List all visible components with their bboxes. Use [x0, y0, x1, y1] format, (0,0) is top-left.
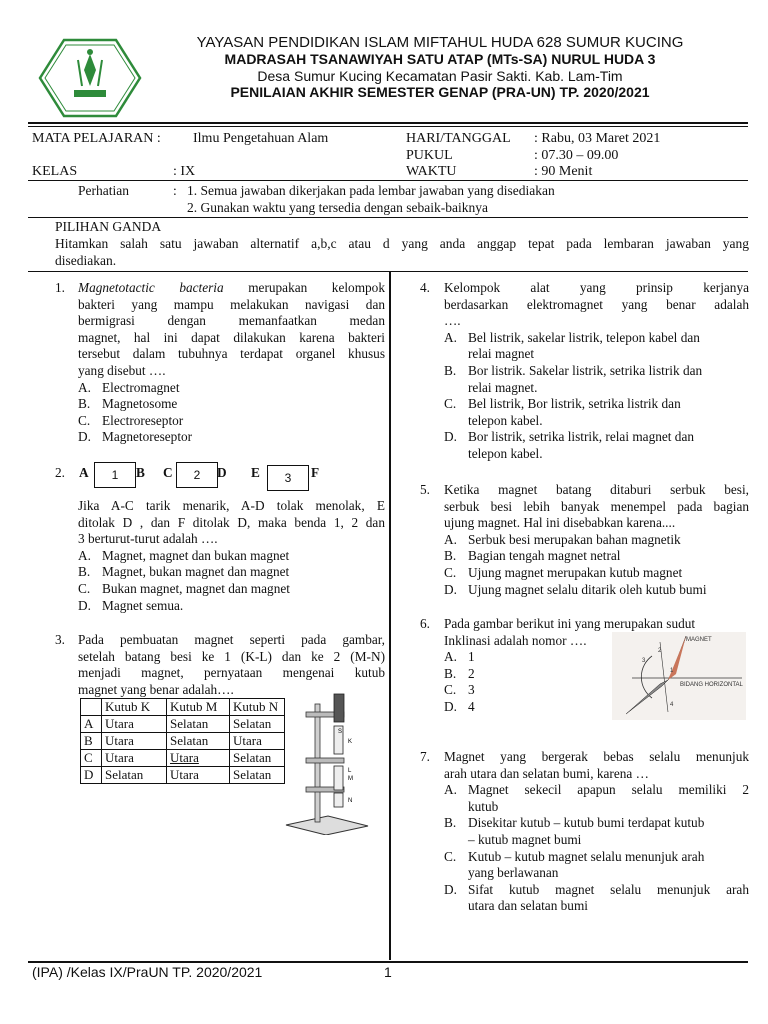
- table-header-cell: Kutub K: [102, 699, 167, 716]
- school-address: Desa Sumur Kucing Kecamatan Pasir Sakti. Kab. Lam-Tim: [257, 68, 623, 84]
- option-a[interactable]: A. 1: [444, 649, 475, 665]
- option-c[interactable]: C. Electroreseptor: [78, 412, 184, 428]
- question-number: 5.: [420, 482, 430, 497]
- option-c[interactable]: C. Ujung magnet merupakan kutub magnet: [444, 564, 683, 580]
- option-d[interactable]: D. 4: [444, 698, 475, 714]
- table-header-cell: Kutub M: [167, 699, 230, 716]
- question-number: 1.: [55, 280, 65, 295]
- table-row[interactable]: A Utara Selatan Selatan: [81, 716, 285, 733]
- question-text-line: 3 berturut-turut adalah ….: [78, 531, 218, 547]
- option-a[interactable]: A. Serbuk besi merupakan bahan magnetik: [444, 531, 681, 547]
- day-date-label: HARI/TANGGAL: [406, 131, 511, 146]
- column-divider: [389, 272, 391, 960]
- question-number: 7.: [420, 749, 430, 764]
- question-text-line: bakteri yang mampu melakukan navigasi dan: [78, 296, 385, 312]
- section-title: PILIHAN GANDA: [55, 219, 162, 234]
- question-text-line: Jika A-C tarik menarik, A-D tolak menolak, E: [78, 498, 385, 513]
- question-text-line: magnet, hal ini dapat dilakukan karena bakteri: [78, 329, 385, 345]
- question-number: 3.: [55, 632, 65, 647]
- foundation-name: YAYASAN PENDIDIKAN ISLAM MIFTAHUL HUDA 628 SUMUR KUCING: [196, 34, 684, 51]
- duration-value: : 90 Menit: [534, 164, 593, 179]
- class-label: KELAS: [32, 164, 78, 179]
- table-header-cell: Kutub N: [230, 699, 285, 716]
- figure-label-k: K: [348, 739, 353, 745]
- question-text-line: arah utara dan selatan bumi, karena …: [444, 765, 649, 781]
- question-text-line: tersebut dalam tubuhnya terdapat organel khusus: [78, 346, 385, 362]
- option-b[interactable]: B. Disekitar kutub – kutub bumi terdapat kutub – kutub magnet bumi: [444, 815, 705, 847]
- option-c[interactable]: C. Bukan magnet, magnet dan magnet: [78, 580, 290, 596]
- figure-label-m: M: [348, 776, 353, 782]
- footer-rule: [28, 961, 748, 963]
- magnet-label: MAGNET: [686, 637, 712, 643]
- option-d[interactable]: D. Ujung magnet selalu ditarik oleh kutub bumi: [444, 581, 707, 597]
- question-text-line: Ketika magnet batang ditaburi serbuk besi,: [444, 482, 749, 497]
- page-number: 1: [384, 964, 392, 980]
- question-text-line: magnet yang benar adalah….: [78, 681, 234, 697]
- horizontal-plane-label: BIDANG HORIZONTAL: [680, 682, 743, 688]
- object-box-3: 3: [267, 465, 309, 491]
- figure-label-s: S: [338, 729, 343, 735]
- option-a[interactable]: A. Magnet, magnet dan bukan magnet: [78, 547, 290, 563]
- question-text-line: berdasarkan elektromagnet yang benar adalah: [444, 296, 749, 312]
- object-box-2: 2: [176, 462, 218, 488]
- class-value: : IX: [173, 164, 196, 179]
- figure-label-l: L: [348, 768, 352, 774]
- option-d[interactable]: D. Magnet semua.: [78, 597, 184, 613]
- figure-label-n: N: [348, 798, 353, 804]
- time-label: PUKUL: [406, 148, 453, 163]
- italic-term: Magnetotactic bacteria: [78, 280, 224, 295]
- table-row[interactable]: D Selatan Utara Selatan: [81, 767, 285, 784]
- question-text-line: bermigrasi dengan memanfaatkan medan: [78, 313, 385, 329]
- info-rule: [28, 180, 748, 181]
- label-a: A: [79, 465, 89, 480]
- question-text-line: Pada pembuatan magnet seperti pada gambar,: [78, 632, 385, 647]
- figure-num-4: 4: [670, 702, 674, 708]
- label-e: E: [251, 465, 260, 480]
- attention-note-1: 1. Semua jawaban dikerjakan pada lembar jawaban yang disediakan: [187, 183, 555, 198]
- table-header-row: [81, 699, 285, 716]
- option-d[interactable]: D. Bor listrik, setrika listrik, relai magnet dan telepon kabel.: [444, 429, 694, 461]
- question-number: 6.: [420, 616, 430, 631]
- option-b[interactable]: B. Bagian tengah magnet netral: [444, 548, 621, 564]
- attention-colon: :: [173, 183, 177, 198]
- subject-value: Ilmu Pengetahuan Alam: [193, 131, 329, 146]
- logo-emblem: [38, 38, 142, 118]
- label-c: C: [163, 465, 173, 480]
- question-text-line: Pada gambar berikut ini yang merupakan sudut: [444, 616, 696, 631]
- option-a[interactable]: A. Electromagnet: [78, 379, 180, 395]
- option-c[interactable]: C. Kutub – kutub magnet selalu menunjuk arah yang berlawanan: [444, 848, 705, 881]
- question-text-line: ditolak D , dan F ditolak D, maka benda 1, 2 dan: [78, 514, 385, 530]
- option-b[interactable]: B. Magnetosome: [78, 396, 178, 412]
- figure-num-3: 3: [642, 658, 646, 664]
- footer-text: (IPA) /Kelas IX/PraUN TP. 2020/2021: [32, 964, 263, 980]
- question-text-line: setelah batang besi ke 1 (K-L) dan ke 2 (M-N): [78, 648, 385, 664]
- table-row[interactable]: B Utara Selatan Utara: [81, 733, 285, 750]
- table-row[interactable]: C Utara Utara Selatan: [81, 750, 285, 767]
- header-rule-thick: [28, 122, 748, 124]
- table-header-cell: [81, 699, 102, 716]
- columns-top-rule: [28, 271, 748, 272]
- section-instruction-1: Hitamkan salah satu jawaban alternatif a,b,c atau d yang anda anggap tepat pada lembaran jawaban yang: [55, 236, 749, 251]
- label-f: F: [311, 465, 320, 480]
- question-text-line: serbuk besi lebih banyak menempel pada bagian: [444, 498, 749, 514]
- duration-label: WAKTU: [406, 164, 457, 179]
- inclination-figure: [612, 632, 746, 720]
- time-value: : 07.30 – 09.00: [534, 148, 619, 163]
- question-text-line: Magnet yang bergerak bebas selalu menunjuk: [444, 749, 749, 764]
- day-date-value: : Rabu, 03 Maret 2021: [534, 131, 661, 146]
- exam-title: PENILAIAN AKHIR SEMESTER GENAP (PRA-UN) TP. 2020/2021: [230, 84, 650, 100]
- question-text-line: Magnetotactic bacteria merupakan kelompok: [78, 280, 385, 295]
- subject-label: MATA PELAJARAN :: [32, 131, 161, 146]
- option-b[interactable]: B. 2: [444, 665, 475, 681]
- figure-num-1: 1: [670, 668, 674, 674]
- option-b[interactable]: B. Bor listrik. Sakelar listrik, setrika listrik dan relai magnet.: [444, 362, 703, 395]
- question-text-line: menjadi magnet, pernyataan mengenai kutub: [78, 665, 385, 681]
- pole-table: [80, 698, 285, 784]
- option-c[interactable]: C. 3: [444, 682, 475, 698]
- object-box-1: 1: [94, 462, 136, 488]
- option-a[interactable]: A. Magnet sekecil apapun selalu memiliki 2 kutub: [444, 782, 749, 814]
- question-text-line: yang disebut ….: [78, 362, 166, 378]
- option-b[interactable]: B. Magnet, bukan magnet dan magnet: [78, 564, 290, 580]
- school-logo: [38, 38, 142, 118]
- question-number: 4.: [420, 280, 430, 295]
- question-number: 2.: [55, 465, 65, 480]
- option-d[interactable]: D. Magnetoreseptor: [78, 429, 193, 445]
- section-instruction-2: disediakan.: [55, 253, 117, 268]
- label-d: D: [217, 465, 227, 480]
- magnet-stand-figure: [282, 690, 372, 835]
- option-a[interactable]: A. Bel listrik, sakelar listrik, telepon kabel dan relai magnet: [444, 329, 700, 362]
- school-name: MADRASAH TSANAWIYAH SATU ATAP (MTs-SA) NURUL HUDA 3: [224, 51, 656, 67]
- section-rule: [28, 217, 748, 218]
- option-d[interactable]: D. Sifat kutub magnet selalu menunjuk arah utara dan selatan bumi: [444, 881, 749, 914]
- attention-note-2: 2. Gunakan waktu yang tersedia dengan sebaik-baiknya: [187, 200, 489, 215]
- label-b: B: [136, 465, 145, 480]
- question-2: [55, 462, 385, 612]
- option-c[interactable]: C. Bel listrik, Bor listrik, setrika listrik dan telepon kabel.: [444, 396, 681, 428]
- figure-num-2: 2: [658, 648, 662, 654]
- question-text-line: Kelompok alat yang prinsip kerjanya: [444, 280, 749, 295]
- attention-label: Perhatian: [78, 183, 129, 198]
- question-text-line: Inklinasi adalah nomor ….: [444, 632, 587, 648]
- question-text-line: ….: [444, 313, 461, 329]
- question-text-line: ujung magnet. Hal ini disebabkan karena....: [444, 515, 676, 531]
- header-rule-thin: [28, 126, 748, 127]
